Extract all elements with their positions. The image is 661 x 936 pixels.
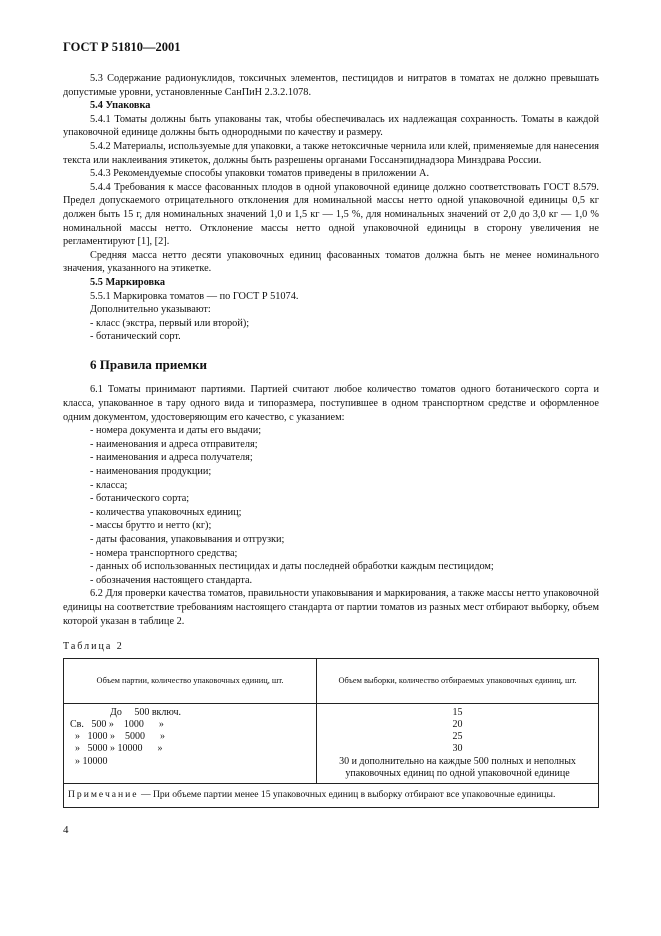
paragraph-5-4-2: 5.4.2 Материалы, используемые для упаковки, а также нетоксичные чернила или клей, применяемые для нанесения текста или наклеивания этикеток, должны быть разрешены органами Госсанэпиднадзора Минздрава России. (63, 140, 599, 166)
list-item: - наименования и адреса получателя; (90, 452, 253, 464)
table-row: 25 (452, 731, 463, 743)
table-row: 30 (452, 743, 463, 755)
list-item: - ботанического сорта; (90, 493, 190, 505)
table-header-sample-size: Объем выборки, количество отбираемых упаковочных единиц, шт. (317, 658, 599, 703)
list-item: - наименования продукции; (90, 466, 212, 478)
list-item: - даты фасования, упаковывания и отгрузки; (90, 534, 285, 545)
paragraph-6-2: 6.2 Для проверки качества томатов, правильности упаковывания и маркирования, а также массы нетто упаковочной единицы на соответствие требованиям настоящего стандарта от партии томатов из разных мест отбирают выборку, объем которой указан в таблице 2. (63, 588, 599, 627)
table-row: 15 (452, 706, 463, 718)
table-caption: Таблица 2 (63, 641, 124, 653)
paragraph-5-4-1: 5.4.1 Томаты должны быть упакованы так, чтобы обеспечивалась их надлежащая сохранность. Томаты в каждой упаковочной единице должны быть однородными по качеству и размеру. (63, 113, 599, 139)
table-row: Св. 500 » 1000 » (70, 718, 164, 730)
heading-5-5: 5.5 Маркировка (90, 276, 166, 288)
list-item: - массы брутто и нетто (кг); (90, 520, 212, 532)
table-row: До 500 включ. (70, 706, 182, 718)
paragraph-5-4-3: 5.4.3 Рекомендуемые способы упаковки томатов приведены в приложении А. (90, 168, 430, 180)
document-body (63, 72, 599, 808)
list-item: - ботанический сорт. (90, 331, 181, 343)
section-heading-6: 6 Правила приемки (90, 356, 207, 372)
table-row: » 5000 » 10000 » (70, 743, 163, 755)
note-text: — При объеме партии менее 15 упаковочных единиц в выборку отбирают все упаковочные единицы. (138, 788, 556, 800)
list-item: - класса; (90, 479, 128, 491)
paragraph-6-1: 6.1 Томаты принимают партиями. Партией считают любое количество томатов одного ботанического сорта и класса, упакованное в тару одного вида и типоразмера, поступившее в одном транспортном средстве и оформленное одним документом, удостоверяющим его качество, с указанием: (63, 384, 599, 423)
list-item: - класс (экстра, первый или второй); (90, 317, 250, 329)
list-item: - обозначения настоящего стандарта. (90, 574, 253, 586)
table-cell-lot-sizes (64, 703, 317, 783)
table-row: » 10000 (70, 755, 108, 767)
table-row: 30 и дополнительно на каждые 500 полных и неполных упаковочных единиц по одной упаковочной единице (339, 755, 576, 779)
table-header-lot-size: Объем партии, количество упаковочных единиц, шт. (64, 658, 317, 703)
paragraph-5-4-4: 5.4.4 Требования к массе фасованных плодов в одной упаковочной единице должно соответствовать ГОСТ 8.579. Предел допускаемого отрицательного отклонения для номинальной массы нетто одной упаковочной единицы 0,5 кг должен быть 15 г, для номинальных значений 1,0 и 1,5 кг — 1,5 %, для номинальных значений от 2,0 до 3,0 кг — 1,0 % номинальной массы нетто. Отклонение массы нетто одной упаковочной единицы в сторону увеличения не регламентируют [1], [2]. (63, 181, 599, 248)
note-label: Примечание (68, 788, 139, 800)
table-row: 20 (452, 718, 463, 730)
paragraph-average-mass: Средняя масса нетто десяти упаковочных единиц фасованных томатов должна быть не менее номинального значения, указанного на этикетке. (63, 249, 599, 275)
paragraph-5-3: 5.3 Содержание радионуклидов, токсичных элементов, пестицидов и нитратов в томатах не должно превышать допустимые уровни, установленные СанПиН 2.3.2.1078. (63, 73, 599, 98)
list-item: - наименования и адреса отправителя; (90, 438, 258, 450)
list-item: - данных об использованных пестицидах и даты последней обработки каждым пестицидом; (90, 561, 494, 573)
page-number: 4 (63, 824, 69, 836)
list-item: - номера документа и даты его выдачи; (90, 425, 262, 437)
paragraph-additional: Дополнительно указывают: (90, 304, 211, 316)
table-note (64, 783, 599, 807)
document-code: ГОСТ Р 51810—2001 (63, 40, 181, 54)
table-cell-sample-sizes (317, 703, 599, 783)
sample-size-table (63, 658, 599, 809)
list-item: - количества упаковочных единиц; (90, 506, 242, 518)
table-row: » 1000 » 5000 » (70, 731, 165, 743)
list-item: - номера транспортного средства; (90, 547, 238, 559)
heading-5-4: 5.4 Упаковка (90, 100, 151, 112)
paragraph-5-5-1: 5.5.1 Маркировка томатов — по ГОСТ Р 51074. (90, 290, 299, 302)
